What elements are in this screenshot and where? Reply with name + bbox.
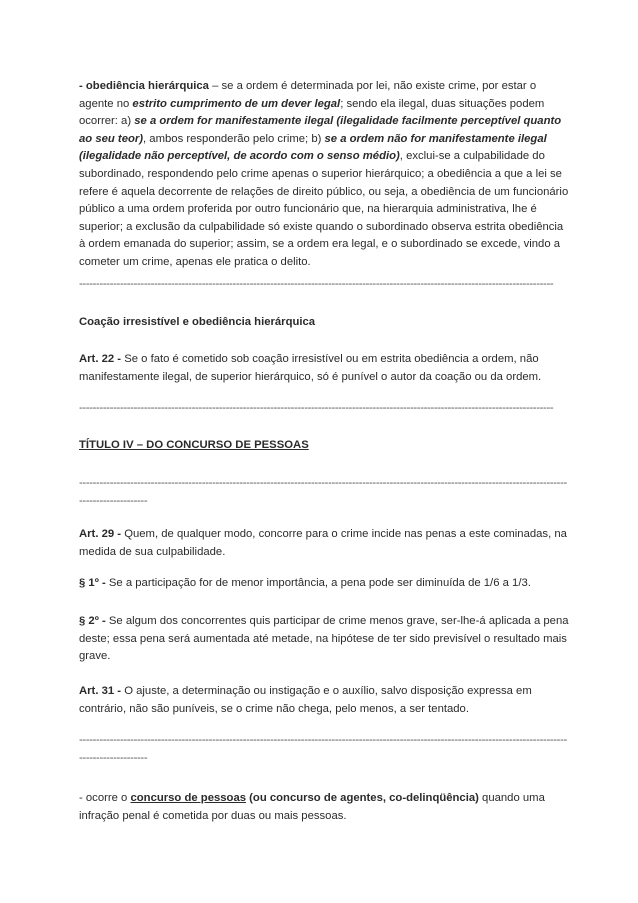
text-segment: , ambos responderão pelo crime; b) [143,132,325,145]
term-ordem-nao-manifestamente-ilegal: se a ordem não for manifestamente ilegal (ilegalidade não perceptível, de acordo com o senso médio) [79,132,547,163]
paragraph-text: Se a participação for de menor importância, a pena pode ser diminuída de 1/6 a 1/3. [105,577,531,589]
term-estrito-cumprimento: estrito cumprimento de um dever legal [132,97,341,110]
paragraph-concurso-de-pessoas [79,790,569,825]
article-text: Se o fato é cometido sob coação irresistível ou em estrita obediência a ordem, não manifestamente ilegal, de superior hierárquico, só é punível o autor da coação ou da ordem. [79,353,542,383]
separator-line: ------------------------------------------------------------------------------------------------------------------------------------------- [79,278,554,290]
section-heading: Coação irresistível e obediência hierárquica [79,316,316,328]
text-segment: - ocorre o [79,792,131,804]
term-obediencia-hierarquica: - obediência hierárquica [79,80,209,92]
term-concurso-de-pessoas: concurso de pessoas [130,792,247,804]
separator-line: ------------------------------------------------------------------------------------------------------------------------------------------- [79,402,554,414]
paragraph-1 [79,575,569,593]
title-heading: TÍTULO IV – DO CONCURSO DE PESSOAS [79,439,309,451]
text-segment: quando uma infração penal é cometida por duas ou mais pessoas. [79,792,545,822]
text-segment: , exclui-se a culpabilidade do subordinado, respondendo pelo crime apenas o superior hierárquico; a obediência a que a lei se refere é aquela decorrente de relações de direito público, ou seja, a obediência de um funcionário público a uma ordem proferida por outro funcionário que, na hierarquia administrativa, lhe é superior; a exclusão da culpabilidade só existe quando o subordinado observa estrita obediência à ordem emanada do superior; assim, se a ordem era legal, e o subordinado se excede, vindo a cometer um crime, apenas ele pratica o delito. [79,150,569,268]
article-29 [79,526,569,561]
term-ordem-manifestamente-ilegal: se a ordem for manifestamente ilegal (ilegalidade facilmente perceptível quanto ao seu teor) [79,115,562,145]
paragraph-obediencia-hierarquica [79,78,569,272]
article-label: Art. 31 - [79,685,122,697]
text-segment: ; sendo ela ilegal, duas situações podem ocorrer: a) [79,97,545,128]
term-concurso-de-agentes: (ou concurso de agentes, co-delinqüência) [246,792,479,804]
paragraph-text: Se algum dos concorrentes quis participar de crime menos grave, ser-lhe-á aplicada a pena deste; essa pena será aumentada até metade, na hipótese de ter sido previsível o resultado mais grave. [79,615,569,663]
article-label: Art. 29 - [79,528,122,540]
article-text: Quem, de qualquer modo, concorre para o crime incide nas penas a este cominadas, na medida de sua culpabilidade. [79,528,567,558]
separator-line-wrapped: ------------------------------------------------------------------------------------------------------------------------------------------------------------------- [79,734,567,764]
text-segment: – se a ordem é determinada por lei, não existe crime, por estar o agente no [79,80,537,110]
article-label: Art. 22 - [79,353,122,365]
article-22 [79,351,569,386]
article-31 [79,683,569,718]
paragraph-label: § 2º - [79,615,106,627]
article-text: O ajuste, a determinação ou instigação e o auxílio, salvo disposição expressa em contrário, não são puníveis, se o crime não chega, pelo menos, a ser tentado. [79,685,532,715]
paragraph-2 [79,613,569,666]
separator-line-wrapped: ------------------------------------------------------------------------------------------------------------------------------------------------------------------- [79,477,567,507]
paragraph-label: § 1º - [79,577,106,589]
